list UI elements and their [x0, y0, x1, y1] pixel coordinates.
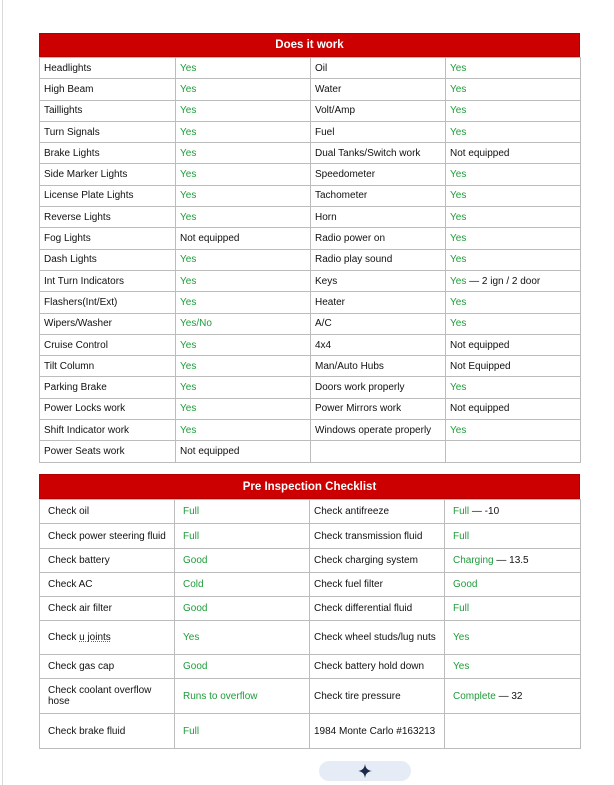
- check-label: Check coolant overflow hose: [40, 679, 175, 714]
- table-row: [40, 79, 581, 100]
- does-it-work-section: [39, 33, 580, 463]
- item-label: Turn Signals: [40, 121, 176, 142]
- page-edge: [2, 0, 3, 785]
- item-label: Man/Auto Hubs: [311, 356, 446, 377]
- item-label: Power Seats work: [40, 441, 176, 462]
- check-result: Runs to overflow: [175, 679, 310, 714]
- item-label: Side Marker Lights: [40, 164, 176, 185]
- table-row: [40, 679, 581, 714]
- check-label: Check gas cap: [40, 655, 175, 679]
- table-row: [40, 249, 581, 270]
- check-result: Full: [175, 524, 310, 549]
- check-label: Check transmission fluid: [310, 524, 445, 549]
- assistant-button[interactable]: [319, 761, 411, 781]
- item-label: Radio play sound: [311, 249, 446, 270]
- check-result: Yes: [175, 621, 310, 655]
- check-label: Check wheel studs/lug nuts: [310, 621, 445, 655]
- check-result: Cold: [175, 573, 310, 597]
- section-header: Pre Inspection Checklist: [39, 474, 580, 499]
- check-label: Check differential fluid: [310, 597, 445, 621]
- item-label: Fog Lights: [40, 228, 176, 249]
- check-result: Yes: [445, 621, 581, 655]
- item-status: Yes: [176, 356, 311, 377]
- check-label: Check air filter: [40, 597, 175, 621]
- item-label: Cruise Control: [40, 334, 176, 355]
- item-label: Heater: [311, 292, 446, 313]
- item-status: Yes: [176, 249, 311, 270]
- item-label: Headlights: [40, 58, 176, 79]
- item-label: Keys: [311, 270, 446, 291]
- item-label: Power Mirrors work: [311, 398, 446, 419]
- item-status: Yes: [446, 249, 581, 270]
- item-status: Yes: [446, 185, 581, 206]
- table-row: [40, 621, 581, 655]
- item-status: Yes: [176, 377, 311, 398]
- check-label: Check battery: [40, 549, 175, 573]
- item-label: Volt/Amp: [311, 100, 446, 121]
- item-status: Yes: [446, 58, 581, 79]
- table-row: [40, 143, 581, 164]
- item-status: [446, 441, 581, 462]
- table-row: [40, 334, 581, 355]
- item-label: Reverse Lights: [40, 207, 176, 228]
- status-note: — 13.5: [493, 555, 529, 566]
- check-label: Check charging system: [310, 549, 445, 573]
- item-status: [446, 270, 581, 291]
- check-result: Good: [175, 655, 310, 679]
- item-status: Not equipped: [176, 228, 311, 249]
- table-row: [40, 164, 581, 185]
- item-status: Yes: [446, 313, 581, 334]
- item-status: Yes: [176, 292, 311, 313]
- table-row: [40, 121, 581, 142]
- check-result: Full: [445, 524, 581, 549]
- item-status: Yes: [446, 377, 581, 398]
- item-label: Dual Tanks/Switch work: [311, 143, 446, 164]
- item-label: High Beam: [40, 79, 176, 100]
- table-row: [40, 228, 581, 249]
- table-row: [40, 420, 581, 441]
- item-label: Dash Lights: [40, 249, 176, 270]
- check-label: Check battery hold down: [310, 655, 445, 679]
- check-result: [445, 500, 581, 524]
- item-status: Yes: [176, 270, 311, 291]
- item-label: Flashers(Int/Ext): [40, 292, 176, 313]
- check-label: Check fuel filter: [310, 573, 445, 597]
- table-row: [40, 313, 581, 334]
- item-status: Yes: [446, 121, 581, 142]
- item-label: Tilt Column: [40, 356, 176, 377]
- check-result: Good: [175, 597, 310, 621]
- check-result: Yes: [445, 655, 581, 679]
- item-label: A/C: [311, 313, 446, 334]
- item-status: Yes: [176, 207, 311, 228]
- item-label: Doors work properly: [311, 377, 446, 398]
- item-label: Speedometer: [311, 164, 446, 185]
- table-row: [40, 185, 581, 206]
- table-row: [40, 500, 581, 524]
- status-note: — 2 ign / 2 door: [466, 275, 541, 287]
- status-value: Yes: [450, 275, 467, 287]
- item-label: [311, 441, 446, 462]
- check-label: Check tire pressure: [310, 679, 445, 714]
- sparkle-icon: [358, 764, 372, 778]
- item-label: Tachometer: [311, 185, 446, 206]
- item-label: License Plate Lights: [40, 185, 176, 206]
- table-row: [40, 58, 581, 79]
- item-status: Not Equipped: [446, 356, 581, 377]
- table-row: [40, 270, 581, 291]
- table-row: [40, 356, 581, 377]
- table-row: [40, 573, 581, 597]
- table-row: [40, 524, 581, 549]
- item-label: Windows operate properly: [311, 420, 446, 441]
- table-row: [40, 377, 581, 398]
- item-status: Not equipped: [176, 441, 311, 462]
- item-status: Yes: [176, 334, 311, 355]
- item-label: Wipers/Washer: [40, 313, 176, 334]
- item-label: 4x4: [311, 334, 446, 355]
- item-status: Yes: [176, 143, 311, 164]
- item-status: Yes: [176, 185, 311, 206]
- item-status: Yes: [446, 207, 581, 228]
- item-status: Yes: [176, 121, 311, 142]
- item-status: Yes: [176, 79, 311, 100]
- item-status: Yes: [176, 100, 311, 121]
- item-status: Yes/No: [176, 313, 311, 334]
- pre-inspection-table: [39, 499, 581, 749]
- item-status: Yes: [176, 164, 311, 185]
- item-label: Taillights: [40, 100, 176, 121]
- status-value: Complete: [453, 690, 496, 702]
- item-status: Yes: [446, 79, 581, 100]
- section-header: Does it work: [39, 33, 580, 57]
- table-row: [40, 398, 581, 419]
- item-status: Yes: [176, 420, 311, 441]
- check-label: Check u joints: [40, 621, 175, 655]
- item-status: Yes: [446, 420, 581, 441]
- item-status: Yes: [176, 398, 311, 419]
- check-result: [445, 679, 581, 714]
- item-status: Yes: [446, 228, 581, 249]
- item-status: Not equipped: [446, 334, 581, 355]
- item-status: Yes: [446, 100, 581, 121]
- table-row: [40, 655, 581, 679]
- check-label: Check oil: [40, 500, 175, 524]
- does-it-work-table: [39, 57, 581, 463]
- check-label: Check brake fluid: [40, 714, 175, 749]
- check-label: Check power steering fluid: [40, 524, 175, 549]
- check-result: Good: [175, 549, 310, 573]
- check-result: Full: [175, 500, 310, 524]
- item-label: Fuel: [311, 121, 446, 142]
- check-label: 1984 Monte Carlo #163213: [310, 714, 445, 749]
- check-label: Check AC: [40, 573, 175, 597]
- item-status: Yes: [176, 58, 311, 79]
- status-note: — -10: [469, 506, 500, 517]
- table-row: [40, 549, 581, 573]
- check-label: Check antifreeze: [310, 500, 445, 524]
- item-label: Shift Indicator work: [40, 420, 176, 441]
- check-result: Full: [445, 597, 581, 621]
- check-result: [445, 714, 581, 749]
- check-result: Full: [175, 714, 310, 749]
- item-label: Horn: [311, 207, 446, 228]
- pre-inspection-section: [39, 474, 580, 749]
- table-row: [40, 207, 581, 228]
- item-label: Water: [311, 79, 446, 100]
- table-row: [40, 292, 581, 313]
- item-label: Power Locks work: [40, 398, 176, 419]
- table-row: [40, 441, 581, 462]
- item-label: Radio power on: [311, 228, 446, 249]
- item-status: Yes: [446, 164, 581, 185]
- table-row: [40, 100, 581, 121]
- check-result: [445, 549, 581, 573]
- table-row: [40, 714, 581, 749]
- item-label: Int Turn Indicators: [40, 270, 176, 291]
- status-note: — 32: [495, 690, 523, 702]
- item-label: Oil: [311, 58, 446, 79]
- status-value: Full: [453, 506, 470, 517]
- check-result: Good: [445, 573, 581, 597]
- item-status: Not equipped: [446, 398, 581, 419]
- item-status: Not equipped: [446, 143, 581, 164]
- item-label: Parking Brake: [40, 377, 176, 398]
- item-label: Brake Lights: [40, 143, 176, 164]
- table-row: [40, 597, 581, 621]
- status-value: Charging: [453, 555, 494, 566]
- item-status: Yes: [446, 292, 581, 313]
